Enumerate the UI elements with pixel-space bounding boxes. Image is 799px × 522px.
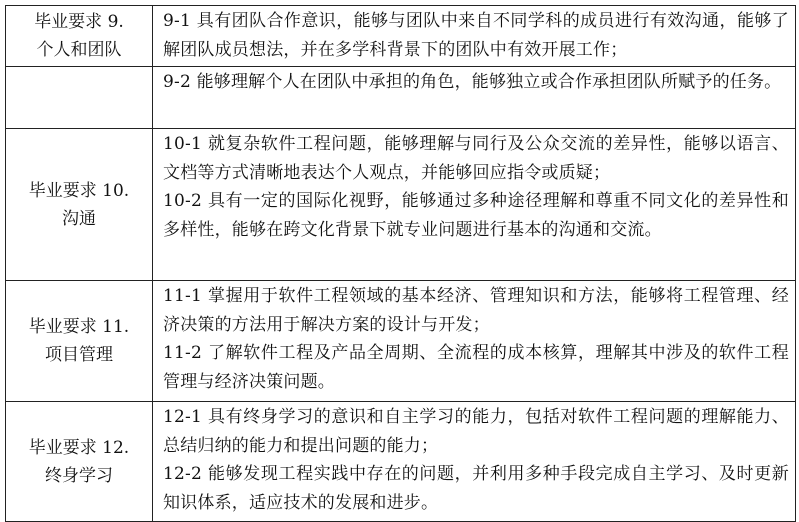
table-row [6,129,796,281]
indicator-text: 11-1 掌握用于软件工程领域的基本经济、管理知识和方法，能够将工程管理、经济决策的方法用于解决方案的设计与开发； [163,286,789,335]
requirement-number: 毕业要求 9. [34,12,124,32]
table-row [6,67,796,129]
requirement-detail-cell [153,129,796,281]
requirement-number: 毕业要求 10. [28,180,130,201]
indicator-text: 10-1 就复杂软件工程问题，能够理解与同行及公众交流的差异性，能够以语言、文档等方式清晰地表达个人观点，并能够回应指令或质疑； [163,134,789,183]
requirement-number: 毕业要求 11. [28,317,130,337]
requirement-title-cell [6,67,153,129]
requirement-name: 项目管理 [45,345,113,365]
indicator-text: 12-1 具有终身学习的意识和自主学习的能力，包括对软件工程问题的理解能力、总结归纳的能力和提出问题的能力； [163,407,789,456]
indicator-text: 11-2 了解软件工程及产品全周期、全流程的成本核算，理解其中涉及的软件工程管理与经济决策问题。 [163,343,789,392]
indicator-text: 9-2 能够理解个人在团队中承担的角色，能够独立或合作承担团队所赋予的任务。 [163,72,782,92]
requirement-detail-cell [153,281,796,402]
requirement-name: 个人和团队 [36,40,122,60]
requirements-table [5,5,796,522]
table-row [6,281,796,402]
requirement-name: 终身学习 [45,465,113,486]
indicator-text: 12-2 能够发现工程实践中存在的问题，并利用多种手段完成自主学习、及时更新知识体系，适应技术的发展和进步。 [163,464,789,513]
requirement-detail-cell [153,6,796,67]
requirement-title-cell [6,281,153,402]
requirement-title-cell [6,402,153,522]
table-row [6,6,796,67]
requirement-title-cell [6,129,153,281]
requirement-title-cell [6,6,153,67]
requirement-number: 毕业要求 12. [28,437,130,458]
indicator-text: 9-1 具有团队合作意识，能够与团队中来自不同学科的成员进行有效沟通，能够了解团队成员想法，并在多学科背景下的团队中有效开展工作； [163,11,789,60]
requirement-detail-cell [153,402,796,522]
requirement-name: 沟通 [62,208,96,229]
indicator-text: 10-2 具有一定的国际化视野，能够通过多种途径理解和尊重不同文化的差异性和多样性，能够在跨文化背景下就专业问题进行基本的沟通和交流。 [163,191,789,240]
requirement-detail-cell [153,67,796,129]
table-row [6,402,796,522]
